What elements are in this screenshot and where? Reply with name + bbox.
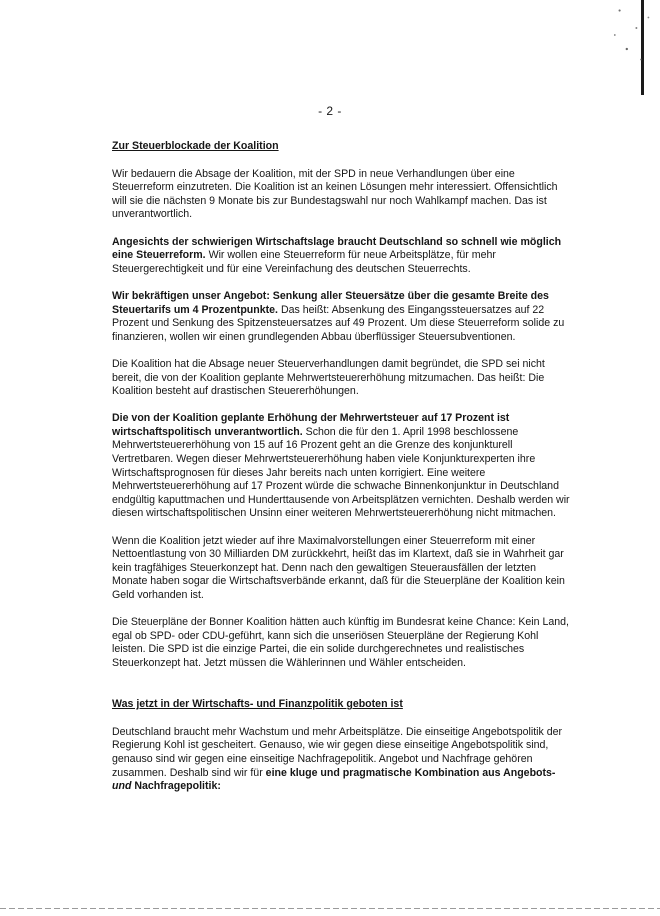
scan-bottom-edge [0, 908, 660, 909]
paragraph-2: Angesichts der schwierigen Wirtschaftslage braucht Deutschland so schnell wie möglich eine Steuerreform. Wir wollen eine Steuerreform für neue Arbeitsplätze, für mehr Steuergerechtigkeit und für eine Vereinfachung des deutschen Steuerrechts. [112, 235, 562, 275]
paragraph-6: Wenn die Koalition jetzt wieder auf ihre Maximalvorstellungen einer Steuerreform mit einer Nettoentlastung von 30 Milliarden DM zurückkehrt, heißt das im Klartext, daß sie in Wahrheit gar kein tragfähiges Steuerkonzept hat. Denn nach den gewaltigen Steuerausfällen der letzten Monate haben sogar die Wirtschaftsverbände erkannt, daß für die Steuerpläne der Koalition kein Geld vorhanden ist. [112, 534, 565, 601]
paragraph-4: Die Koalition hat die Absage neuer Steuerverhandlungen damit begründet, die SPD sei nicht bereit, die von der Koalition geplante Mehrwertsteuererhöhung mitzumachen. Das heißt: Die Koalition besteht auf drastischen Steuererhöhungen. [112, 357, 545, 398]
paragraph-5-lead: Die von der Koalition geplante Erhöhung der Mehrwertsteuer auf 17 Prozent ist wirtschaftspolitisch unverantwortlich. [112, 412, 510, 438]
page-number: - 2 - [318, 104, 342, 118]
document-body [112, 140, 572, 807]
paragraph-8-emphasis: eine kluge und pragmatische Kombination aus Angebots- [265, 766, 556, 779]
paragraph-3-lead: Wir bekräftigen unser Angebot: Senkung aller Steuersätze über die gesamte Breite des Steuertarifs um 4 Prozentpunkte. [112, 289, 549, 316]
scan-speckle [610, 0, 658, 70]
paragraph-2-lead: Angesichts der schwierigen Wirtschaftslage braucht Deutschland so schnell wie möglich eine Steuerreform. [112, 235, 562, 262]
paragraph-3: Wir bekräftigen unser Angebot: Senkung aller Steuersätze über die gesamte Breite des Steuertarifs um 4 Prozentpunkte. Das heißt: Absenkung des Eingangssteuersatzes auf 22 Prozent und Senkung des Spitzensteuersatzes auf 49 Prozent. Um diese Steuerreform solide zu finanzieren, wollen wir einen grundlegenden Abbau überflüssiger Steuersubventionen. [112, 289, 565, 343]
section-heading-wirtschaftspolitik: Was jetzt in der Wirtschafts- und Finanzpolitik geboten ist [112, 698, 403, 711]
paragraph-7: Die Steuerpläne der Bonner Koalition hätten auch künftig im Bundesrat keine Chance: Kein Land, egal ob SPD- oder CDU-geführt, kann sich die unseriösen Steuerpläne der Regierung Kohl leisten. Die SPD ist die einzige Partei, die ein solide durchgerechnetes und realistisches Steuerkonzept hat. Jetzt müssen die Wählerinnen und Wähler entscheiden. [112, 616, 570, 669]
paragraph-1: Wir bedauern die Absage der Koalition, mit der SPD in neue Verhandlungen über eine Steuerreform einzutreten. Die Koalition ist an keinen Lösungen mehr interessiert. Offensichtlich will sie die nächsten 9 Monate bis zur Bundestagswahl nur noch Wahlkampf machen. Das ist unverantwortlich. [112, 167, 558, 221]
section-gap [112, 684, 572, 698]
section-heading-steuerblockade: Zur Steuerblockade der Koalition [112, 140, 279, 152]
paragraph-8: Deutschland braucht mehr Wachstum und mehr Arbeitsplätze. Die einseitige Angebotspolitik der Regierung Kohl ist gescheitert. Genauso, wie wir gegen diese einseitige Angebotspolitik sind, genauso sind wir gegen eine einseitige Nachfragepolitik. Angebot und Nachfrage gehören zusammen. Deshalb sind wir für eine kluge und pragmatische Kombination aus Angebots- und Nachfragepolitik: [112, 725, 563, 793]
paragraph-8-italic: und [112, 780, 132, 793]
paragraph-5: Die von der Koalition geplante Erhöhung der Mehrwertsteuer auf 17 Prozent ist wirtschaftspolitisch unverantwortlich. Schon die für den 1. April 1998 beschlossene Mehrwertsteuererhöhung von 15 auf 16 Prozent geht an die Grenze des konjunkturell Vertretbaren. Wegen dieser Mehrwertsteuererhöhung haben viele Konjunkturexperten ihre Wirtschaftsprognosen für dieses Jahr bereits nach unten korrigiert. Eine weitere Mehrwertsteuererhöhung auf 17 Prozent würde die schwache Binnenkonjunktur in Deutschland endgültig kaputtmachen und Hunderttausende von Arbeitsplätzen vernichten. Deshalb werden wir diesen wirtschaftspolitischen Unsinn einer weiteren Mehrwertsteuererhöhung nicht mitmachen. [112, 412, 570, 520]
